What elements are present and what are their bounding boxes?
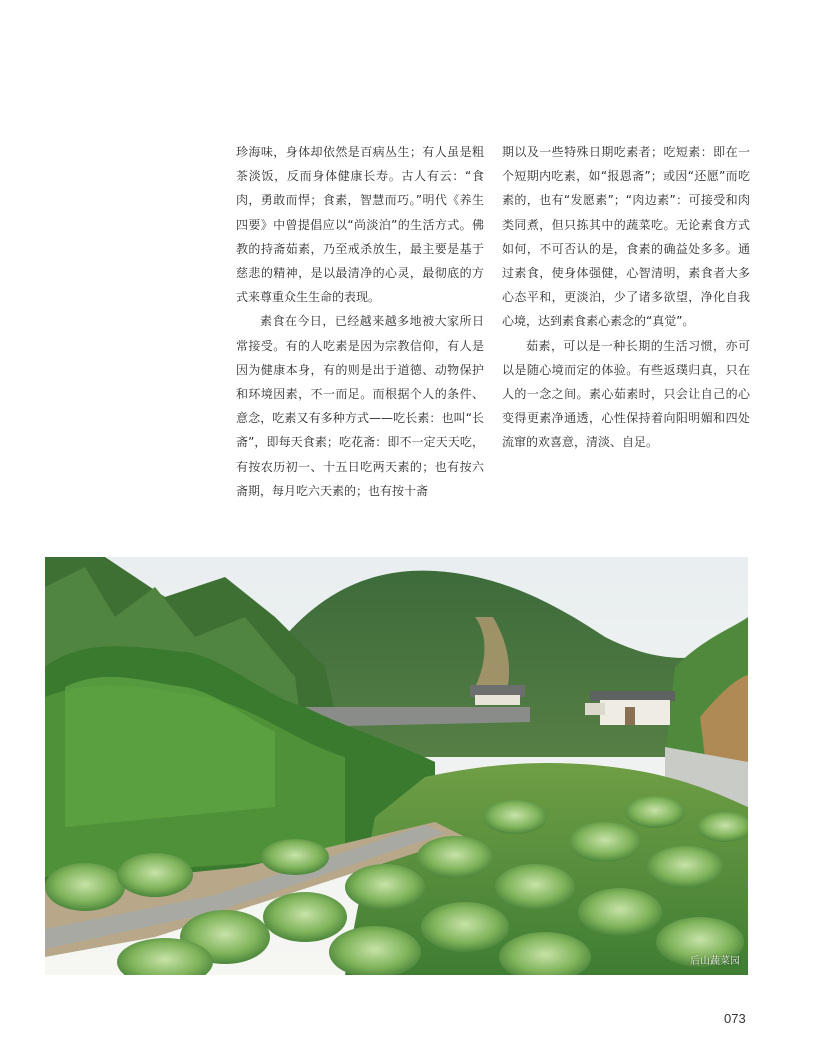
- paragraph: 期以及一些特殊日期吃素者；吃短素：即在一个短期内吃素，如“报恩斋”；或因“还愿”而吃素的，也有“发愿素”；“肉边素”：可接受和肉类同煮，但只拣其中的蔬菜吃。无论素食方式如何，不可否认的是，食素的确益处多多。通过素食，使身体强健，心智清明，素食者大多心态平和，更淡泊，少了诸多欲望，净化自我心境，达到素食素心素念的“真觉”。: [502, 145, 750, 329]
- text-column-right: [502, 140, 750, 455]
- vegetable-garden-photo: [45, 557, 748, 975]
- photo-caption: 后山蔬菜园: [690, 956, 740, 967]
- paragraph: 素食在今日，已经越来越多地被大家所日常接受。有的人吃素是因为宗教信仰，有人是因为健康本身，有的则是出于道德、动物保护和环境因素，不一而足。而根据个人的条件、意念，吃素又有多种方式——吃长素：也叫“长斋”，即每天食素；吃花斋：即不一定天天吃，有按农历初一、十五日吃两天素的；也有按六斋期，每月吃六天素的；也有按十斋: [236, 314, 484, 498]
- paragraph: 珍海味，身体却依然是百病丛生；有人虽是粗茶淡饭，反而身体健康长寿。古人有云：“食肉，勇敢而悍；食素，智慧而巧。”明代《养生四要》中曾提倡应以“尚淡泊”的生活方式。佛教的持斋茹素，乃至戒杀放生，最主要是基于慈悲的精神，是以最清净的心灵，最彻底的方式来尊重众生生命的表现。: [236, 145, 484, 305]
- paragraph: 茹素，可以是一种长期的生活习惯，亦可以是随心境而定的体验。有些返璞归真，只在人的一念之间。素心茹素时，只会让自己的心变得更素净通透，心性保持着向阳明媚和四处流窜的欢喜意，清淡、自足。: [502, 338, 750, 450]
- page-number: 073: [724, 1011, 746, 1026]
- text-column-left: [236, 140, 484, 503]
